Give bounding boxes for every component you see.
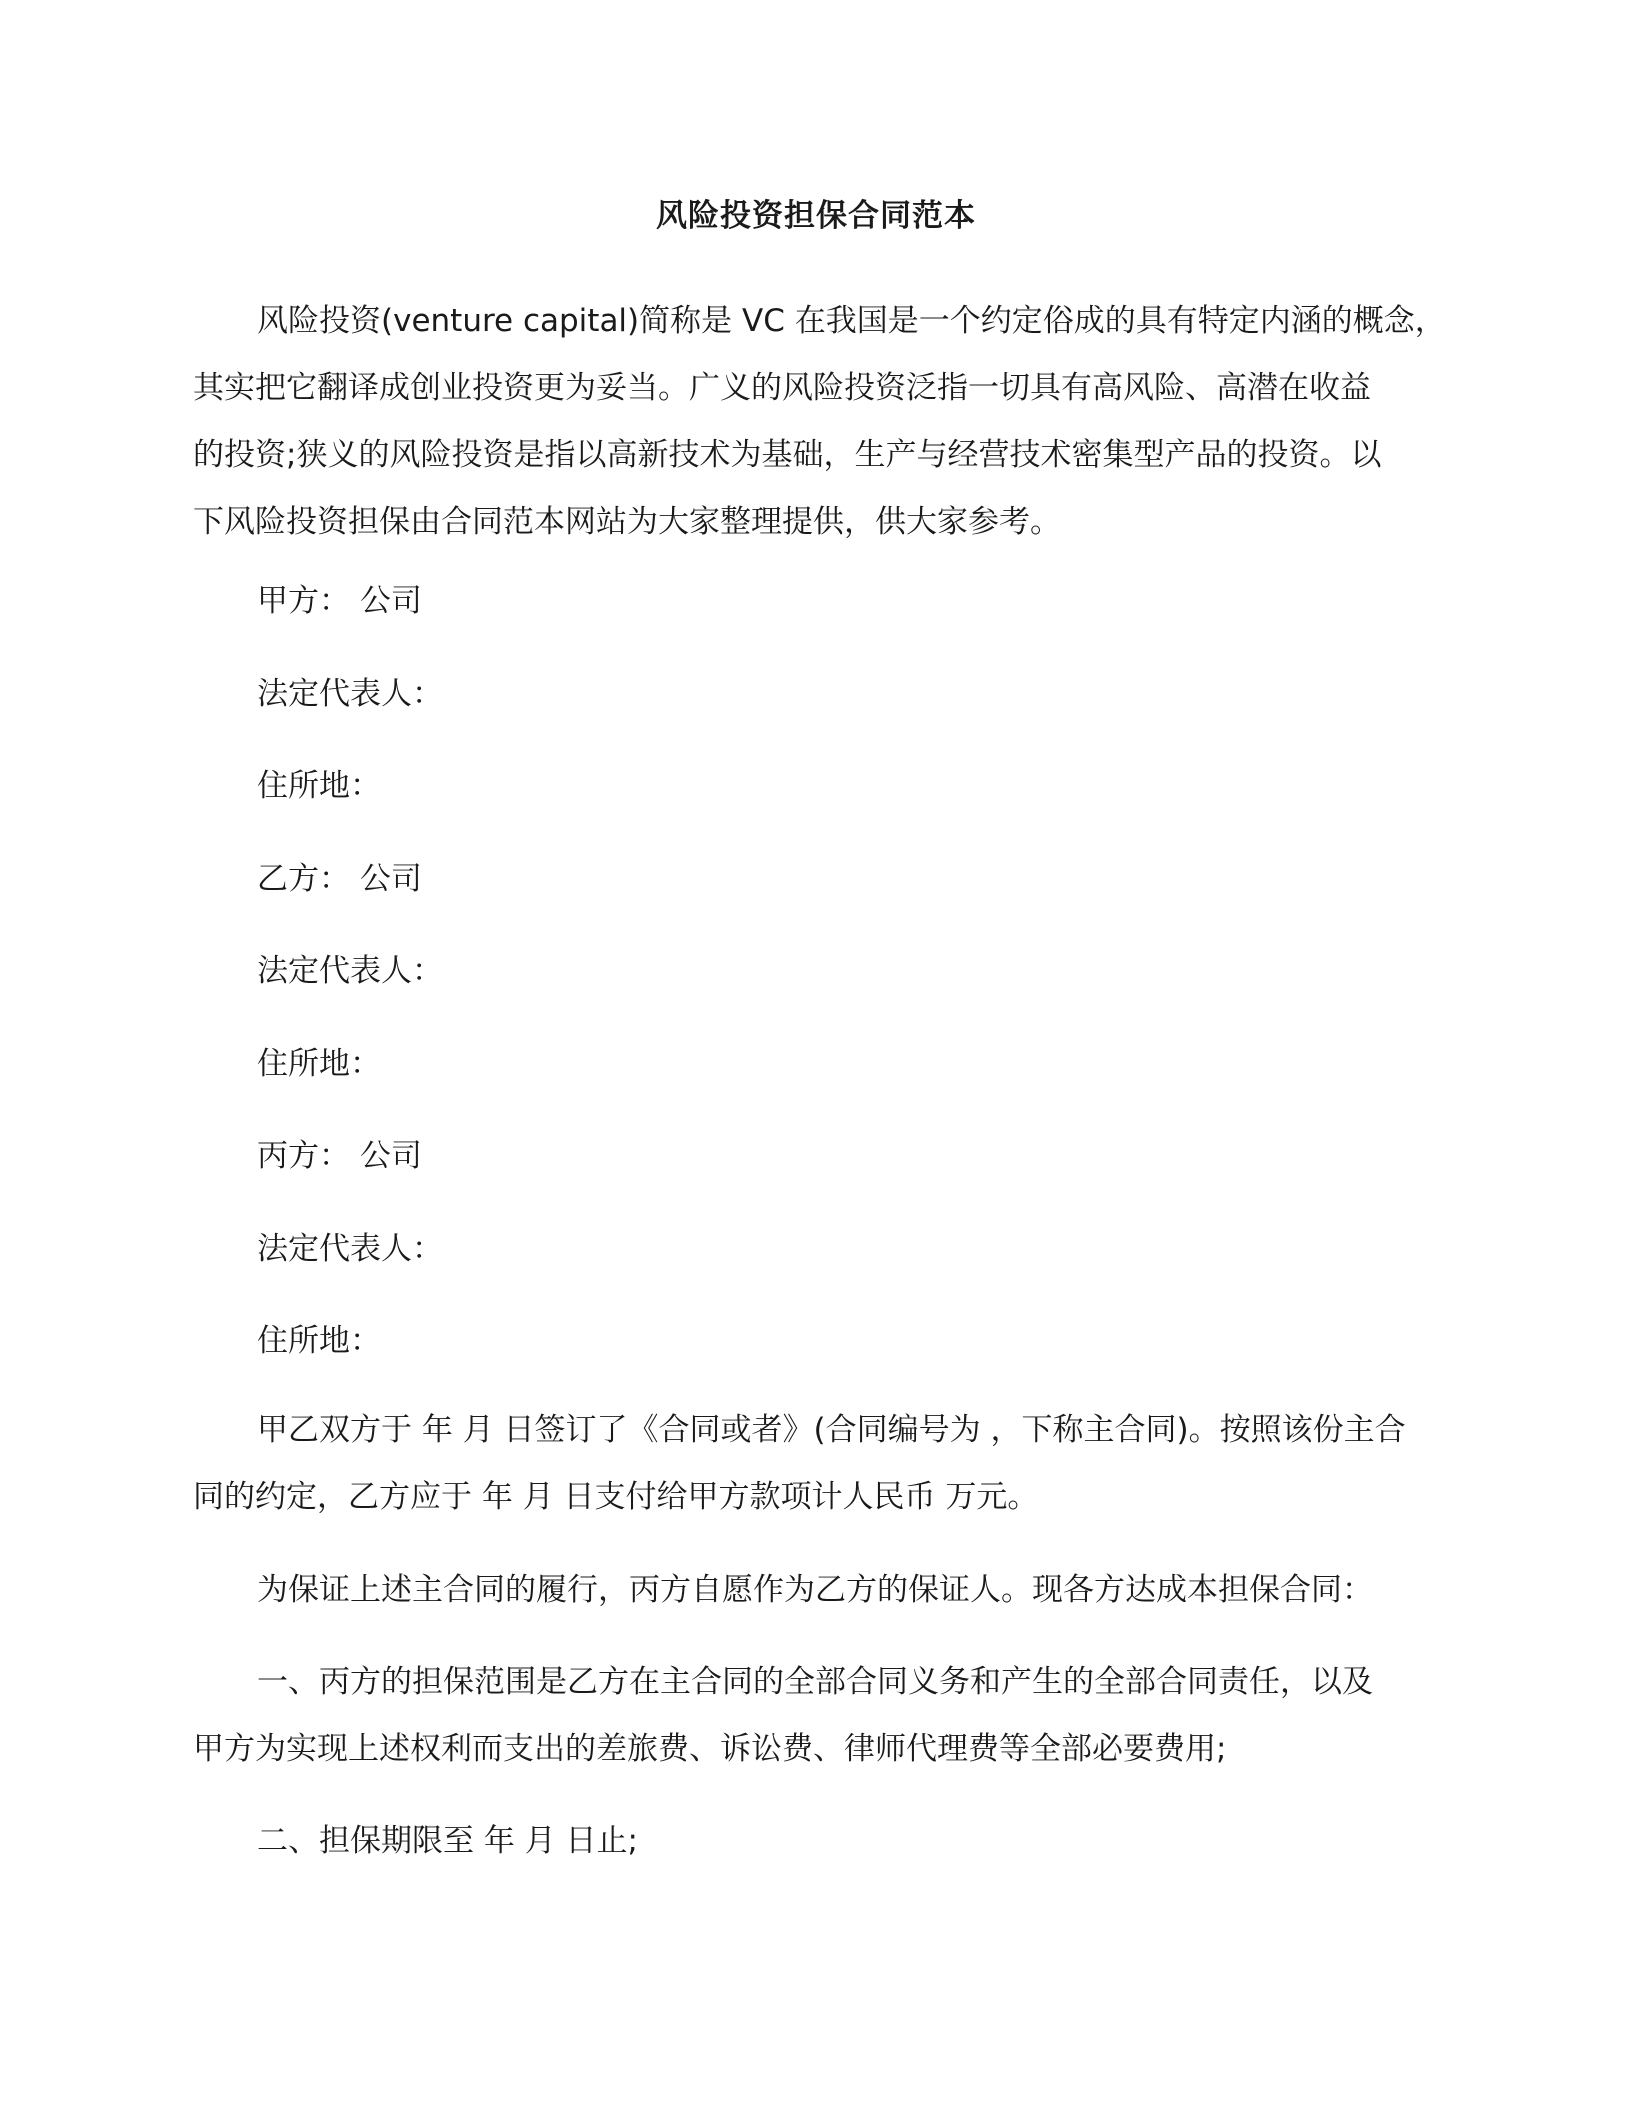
intro-line: 下风险投资担保由合同范本网站为大家整理提供，供大家参考。 xyxy=(193,504,1061,540)
clause-2-paragraph xyxy=(193,1808,1445,1875)
party-a-representative-field: 法定代表人： xyxy=(257,676,443,712)
intro-line: 风险投资(venture capital)简称是 VC 在我国是一个约定俗成的具有特定内涵的概念， xyxy=(257,303,1446,339)
document-title: 风险投资担保合同范本 xyxy=(656,198,976,234)
party-c-representative-field: 法定代表人： xyxy=(257,1231,443,1267)
party-c-field: 丙方： 公司 xyxy=(257,1138,422,1174)
party-a-address-field: 住所地： xyxy=(257,768,381,804)
guarantee-intro-paragraph xyxy=(193,1557,1445,1624)
paragraph-line: 一、丙方的担保范围是乙方在主合同的全部合同义务和产生的全部合同责任，以及 xyxy=(257,1664,1373,1700)
main-contract-paragraph xyxy=(193,1397,1445,1531)
clause-1-paragraph xyxy=(193,1649,1445,1783)
paragraph-line: 甲乙双方于 年 月 日签订了《合同或者》(合同编号为 ，下称主合同)。按照该份主合 xyxy=(257,1412,1406,1448)
party-c-address-field: 住所地： xyxy=(257,1323,381,1359)
paragraph-line: 为保证上述主合同的履行，丙方自愿作为乙方的保证人。现各方达成本担保合同： xyxy=(257,1572,1373,1608)
party-a-field: 甲方： 公司 xyxy=(257,583,422,619)
party-b-field: 乙方： 公司 xyxy=(257,861,422,897)
paragraph-line: 同的约定，乙方应于 年 月 日支付给甲方款项计人民币 万元。 xyxy=(193,1479,1039,1515)
intro-line: 的投资;狭义的风险投资是指以高新技术为基础，生产与经营技术密集型产品的投资。以 xyxy=(193,437,1382,473)
paragraph-line: 甲方为实现上述权利而支出的差旅费、诉讼费、律师代理费等全部必要费用; xyxy=(193,1731,1227,1767)
intro-paragraph xyxy=(193,288,1445,556)
party-b-address-field: 住所地： xyxy=(257,1046,381,1082)
intro-line: 其实把它翻译成创业投资更为妥当。广义的风险投资泛指一切具有高风险、高潜在收益 xyxy=(193,370,1371,406)
party-b-representative-field: 法定代表人： xyxy=(257,953,443,989)
paragraph-line: 二、担保期限至 年 月 日止; xyxy=(257,1823,639,1859)
